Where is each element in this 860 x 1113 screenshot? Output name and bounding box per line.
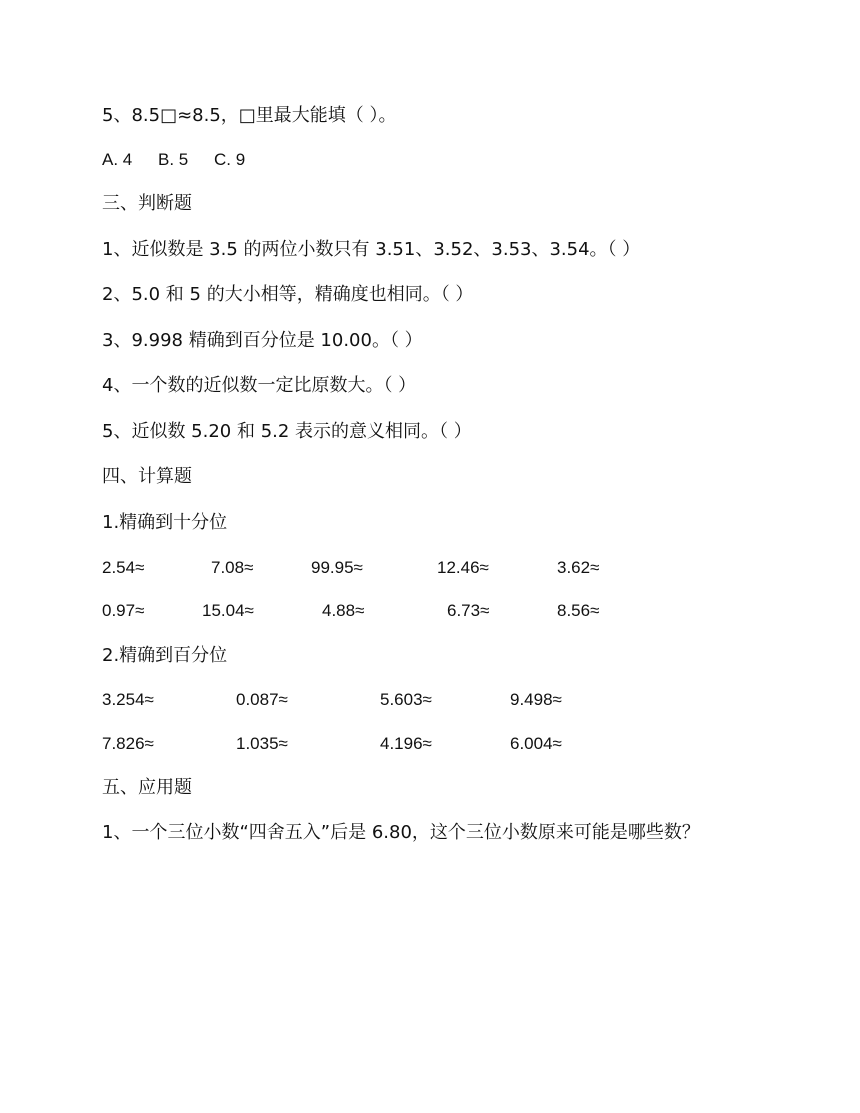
calc-item: 1.035≈: [236, 734, 288, 753]
calc-part1-title: 1.精确到十分位: [102, 512, 228, 533]
option-b: B. 5: [158, 150, 189, 169]
calc-item: 7.08≈: [211, 558, 254, 577]
calc-item: 3.254≈: [102, 690, 154, 709]
question-choice-5: 5、8.5□≈8.5，□里最大能填（ ）。: [102, 105, 397, 126]
apply-question-1: 1、一个三位小数“四舍五入”后是 6.80，这个三位小数原来可能是哪些数？: [102, 822, 700, 843]
calc-item: 0.087≈: [236, 690, 288, 709]
calc-item: 0.97≈: [102, 601, 145, 620]
section-heading-judge: 三、判断题: [102, 193, 192, 214]
calc-part2-title: 2.精确到百分位: [102, 645, 228, 666]
calc-item: 5.603≈: [380, 690, 432, 709]
calc-part2-row: [0, 689, 860, 711]
calc-item: 99.95≈: [311, 558, 363, 577]
calc-part1-row: [0, 557, 860, 579]
calc-item: 7.826≈: [102, 734, 154, 753]
calc-item: 2.54≈: [102, 558, 145, 577]
calc-item: 9.498≈: [510, 690, 562, 709]
calc-item: 3.62≈: [557, 558, 600, 577]
calc-item: 12.46≈: [437, 558, 489, 577]
calc-part2-row: [0, 733, 860, 755]
calc-item: 6.004≈: [510, 734, 562, 753]
calc-item: 4.196≈: [380, 734, 432, 753]
judge-item-5: 5、近似数 5.20 和 5.2 表示的意义相同。（ ）: [102, 421, 472, 442]
judge-item-2: 2、5.0 和 5 的大小相等，精确度也相同。（ ）: [102, 284, 474, 305]
calc-item: 4.88≈: [322, 601, 365, 620]
section-heading-apply: 五、应用题: [102, 777, 192, 798]
judge-item-3: 3、9.998 精确到百分位是 10.00。（ ）: [102, 330, 423, 351]
judge-item-1: 1、近似数是 3.5 的两位小数只有 3.51、3.52、3.53、3.54。（ ）: [102, 239, 641, 260]
calc-item: 15.04≈: [202, 601, 254, 620]
choice-options: [0, 149, 860, 171]
calc-part1-row: [0, 600, 860, 622]
judge-item-4: 4、一个数的近似数一定比原数大。（ ）: [102, 375, 417, 396]
option-a: A. 4: [102, 150, 133, 169]
calc-item: 8.56≈: [557, 601, 600, 620]
calc-item: 6.73≈: [447, 601, 490, 620]
option-c: C. 9: [214, 150, 246, 169]
section-heading-calc: 四、计算题: [102, 466, 192, 487]
